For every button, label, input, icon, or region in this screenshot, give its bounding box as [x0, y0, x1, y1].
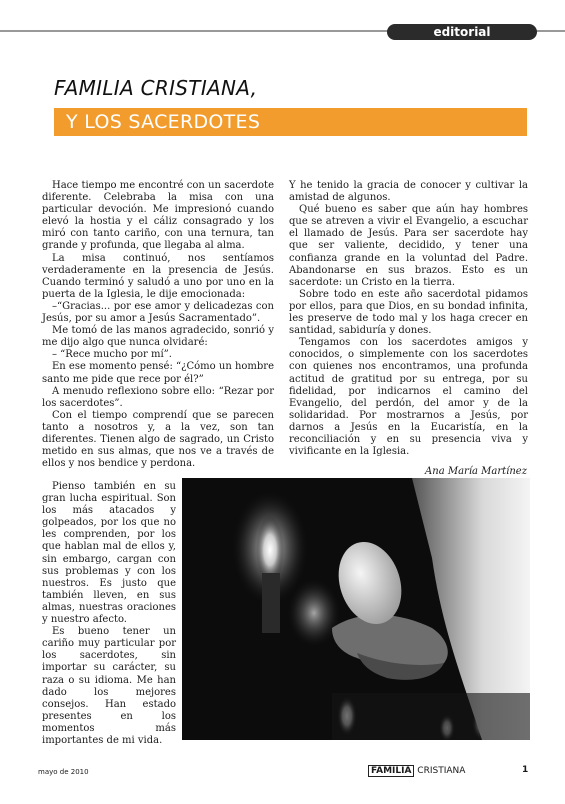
section-header — [0, 24, 565, 40]
section-label: editorial — [387, 24, 537, 40]
page-number: 1 — [522, 765, 529, 775]
text-column-left — [42, 180, 274, 470]
text-column-right — [289, 180, 528, 458]
footer-brand-box: FAMILIA — [368, 765, 414, 777]
paragraph: A menudo reflexiono sobre ello: “Rezar por los sacerdotes”. — [42, 385, 274, 409]
paragraph: Con el tiempo comprendí que se parecen tanto a nosotros y, a la vez, son tan diferentes. Tienen algo de sagrado, un Cristo metido en sus almas, que nos ve a través de ellos y nos bendice y perdona. — [42, 409, 274, 470]
paragraph: –“Gracias... por ese amor y delicadezas con Jesús, por su amor a Jesús Sacramentado”. — [42, 300, 274, 325]
paragraph: Qué bueno es saber que aún hay hombres que se atreven a vivir el Evangelio, a escuchar el llamado de Jesús. Para ser sacerdote hay que ser valiente, decidido, y tener una confianza grande en la voluntad del Padre. Abandonarse en sus brazos. Esto es un sacerdote: un Cristo en la tierra. — [289, 204, 528, 288]
paragraph: Pienso también en su gran lucha espiritual. Son los más atacados y golpeados, por los que no les comprenden, por los que hablan mal de ellos y, sin embargo, cargan con sus problemas y con los nuestros. Es justo que también lleven, en sus almas, nuestras oraciones y nuestro afecto. — [42, 481, 176, 626]
paragraph: La misa continuó, nos sentíamos verdaderamente en la presencia de Jesús. Cuando terminó y saludó a uno por uno en la puerta de la Iglesia, le dije emocionada: — [42, 252, 274, 300]
paragraph: – “Rece mucho por mí”. — [52, 349, 172, 361]
footer-brand-rest: CRISTIANA — [414, 766, 466, 776]
paragraph: Es bueno tener un cariño muy particular por los sacerdotes, sin importar su carácter, su raza o su idioma. Me han dado los mejores consejos. Han estado presentes en los momentos más importantes de mi vida. — [42, 626, 176, 746]
eucharist-illustration — [182, 478, 530, 740]
footer-brand — [368, 766, 465, 776]
article-title-line1: FAMILIA CRISTIANA, — [54, 76, 258, 100]
paragraph: Hace tiempo me encontré con un sacerdote diferente. Celebraba la misa con una particular devoción. Me impresionó cuando elevó la hostia y el cáliz consagrado y los miró con tanto cariño, con una ternura, tan grande y profunda, que llegaba al alma. — [42, 180, 274, 252]
paragraph: Me tomó de las manos agradecido, sonrió y me dijo algo que nunca olvidaré: — [42, 325, 274, 349]
text-column-narrow — [42, 481, 176, 747]
eucharist-photo — [182, 478, 530, 740]
article-title-banner — [54, 108, 527, 136]
paragraph: Y he tenido la gracia de conocer y cultivar la amistad de algunos. — [289, 180, 528, 204]
footer-date: mayo de 2010 — [38, 768, 89, 776]
paragraph: Tengamos con los sacerdotes amigos y conocidos, o simplemente con los sacerdotes con quienes nos encontramos, una profunda actitud de gratitud por su entrega, por su fidelidad, por indicarnos el camino del Evangelio, del perdón, del amor y de la solidaridad. Por mostrarnos a Jesús, por darnos a Jesús en la Eucaristía, en la reconciliación y en su presencia viva y vivificante en la Iglesia. — [289, 337, 528, 458]
author-signature: Ana María Martínez — [425, 466, 527, 477]
paragraph: En ese momento pensé: “¿Cómo un hombre santo me pide que rece por él?” — [42, 361, 274, 385]
article-title-line2: Y LOS SACERDOTES — [66, 111, 261, 133]
paragraph: Sobre todo en este año sacerdotal pidamos por ellos, para que Dios, en su bondad infinita, les preserve de todo mal y los haga crecer en santidad, sabiduría y dones. — [289, 288, 528, 337]
